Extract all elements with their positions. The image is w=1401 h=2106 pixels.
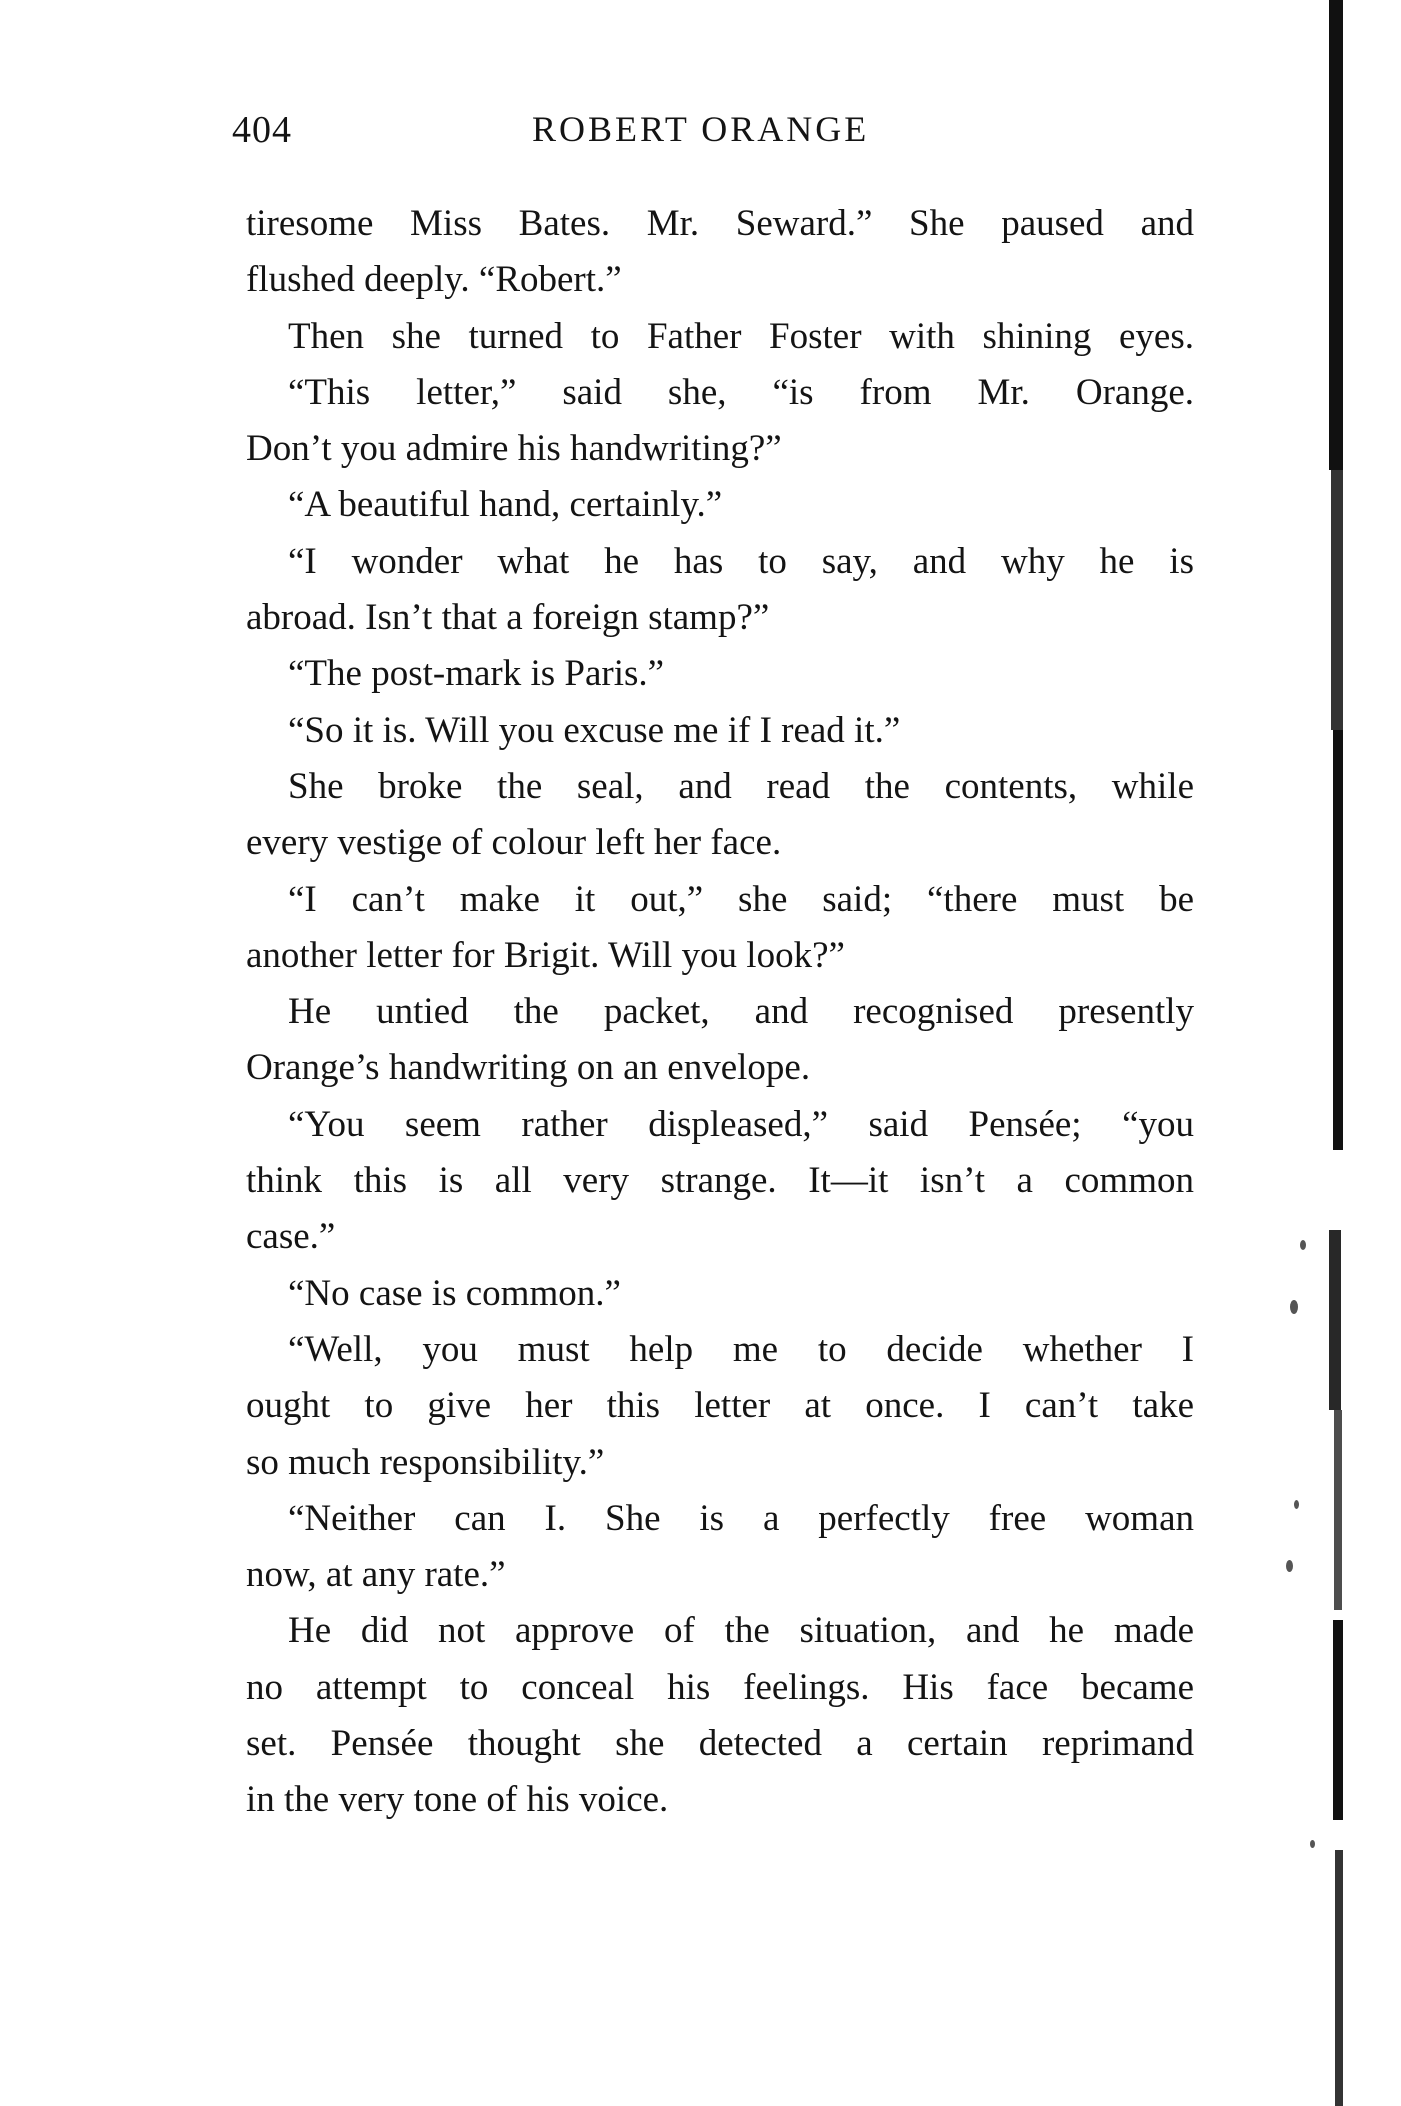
text-line: now, at any rate.”: [246, 1554, 506, 1596]
body-text: [246, 196, 1194, 1829]
text-line: “No case is common.”: [288, 1272, 621, 1314]
text-line: “I wonder what he has to say, and why he is: [288, 540, 1194, 582]
text-line: “You seem rather displeased,” said Pensée; “you: [288, 1103, 1194, 1145]
text-line: another letter for Brigit. Will you look?”: [246, 934, 845, 976]
text-line: “So it is. Will you excuse me if I read it.”: [288, 709, 901, 751]
text-line: “Neither can I. She is a perfectly free woman: [288, 1497, 1194, 1539]
text-line: so much responsibility.”: [246, 1441, 605, 1483]
text-line: He untied the packet, and recognised presently: [288, 991, 1194, 1033]
text-line: Don’t you admire his handwriting?”: [246, 428, 782, 470]
text-line: ought to give her this letter at once. I can’t take: [246, 1385, 1194, 1427]
binding-shadow: [1325, 0, 1355, 2106]
text-line: flushed deeply. “Robert.”: [246, 259, 622, 301]
text-line: think this is all very strange. It—it isn’t a common: [246, 1160, 1194, 1202]
text-line: in the very tone of his voice.: [246, 1779, 669, 1821]
text-line: Orange’s handwriting on an envelope.: [246, 1047, 811, 1089]
text-line: case.”: [246, 1216, 336, 1258]
running-title: ROBERT ORANGE: [532, 109, 870, 149]
text-line: “A beautiful hand, certainly.”: [288, 484, 723, 526]
text-line: tiresome Miss Bates. Mr. Seward.” She paused and: [246, 203, 1194, 244]
text-line: “The post-mark is Paris.”: [288, 653, 665, 695]
text-line: She broke the seal, and read the contents, while: [288, 765, 1194, 807]
text-line: every vestige of colour left her face.: [246, 822, 782, 864]
text-line: “This letter,” said she, “is from Mr. Orange.: [288, 371, 1194, 413]
page-header: [232, 108, 1192, 158]
text-line: no attempt to conceal his feelings. His face became: [246, 1666, 1194, 1708]
text-line: Then she turned to Father Foster with shining eyes.: [288, 315, 1194, 357]
text-line: set. Pensée thought she detected a certain reprimand: [246, 1723, 1194, 1765]
text-line: abroad. Isn’t that a foreign stamp?”: [246, 597, 770, 639]
text-line: “Well, you must help me to decide whether I: [288, 1328, 1194, 1370]
page-number: 404: [232, 109, 292, 151]
text-line: He did not approve of the situation, and he made: [288, 1610, 1194, 1652]
text-line: “I can’t make it out,” she said; “there must be: [288, 878, 1194, 920]
